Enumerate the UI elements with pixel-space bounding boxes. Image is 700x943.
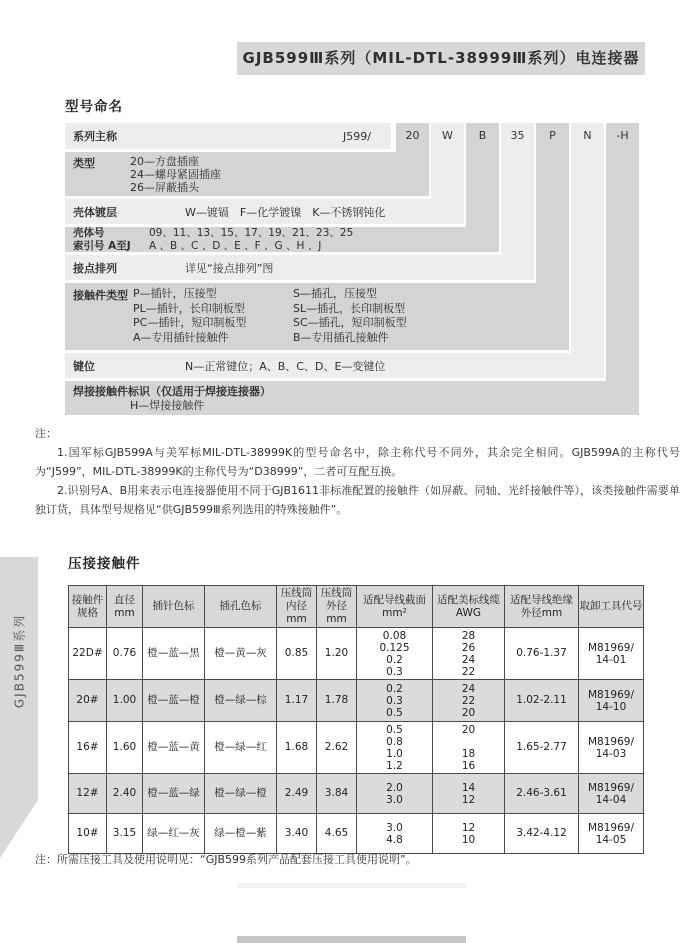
table-cell: 橙—蓝—黑: [143, 628, 205, 680]
type-option: 20—方盘插座: [130, 155, 199, 168]
contact-type-option: SC—插孔，短印制板型: [293, 316, 407, 329]
column-header: 压线筒 内径mm: [277, 586, 317, 628]
table-cell: 2.62: [317, 722, 357, 774]
row-label: 接点排列: [73, 261, 117, 275]
code-strip-shell: B: [466, 123, 499, 252]
table-cell: 1.68: [277, 722, 317, 774]
row-label: 壳体号: [73, 227, 105, 239]
footer-bar-light: [237, 883, 466, 888]
row-label: 索引号 A至J: [73, 239, 131, 252]
crimp-table: [68, 585, 644, 854]
sidebar-series-label: GJB599Ⅲ系列: [12, 613, 27, 709]
diagram-row-shell-number: [65, 227, 499, 252]
column-header: 插针色标: [143, 586, 205, 628]
row-label: 键位: [73, 359, 95, 373]
table-cell: 28 26 24 22: [433, 628, 505, 680]
table-cell: M81969/ 14-01: [579, 628, 644, 680]
table-cell: M81969/ 14-05: [579, 814, 644, 854]
table-cell: 20 18 16: [433, 722, 505, 774]
table-cell: 绿—橙—紫: [205, 814, 277, 854]
table-cell: 0.5 0.8 1.0 1.2: [357, 722, 433, 774]
table-cell: 1.78: [317, 680, 357, 722]
table-cell: 橙—蓝—绿: [143, 774, 205, 814]
section-title-naming: 型号命名: [65, 99, 123, 115]
table-cell: 橙—绿—红: [205, 722, 277, 774]
table-cell: 24 22 20: [433, 680, 505, 722]
column-header: 压线筒 外径mm: [317, 586, 357, 628]
column-header: 适配美标线缆 AWG: [433, 586, 505, 628]
table-cell: 2.40: [107, 774, 143, 814]
column-header: 直径mm: [107, 586, 143, 628]
contact-type-option: PC—插针，短印制板型: [133, 316, 247, 329]
table-cell: 3.15: [107, 814, 143, 854]
naming-notes: [35, 424, 680, 519]
table-cell: 2.0 3.0: [357, 774, 433, 814]
column-header: 适配导线绝缘 外径mm: [505, 586, 579, 628]
shell-numbers: 09、11、13、15、17、19、21、23、25: [149, 227, 354, 239]
table-cell: 3.42-4.12: [505, 814, 579, 854]
table-cell: 0.2 0.3 0.5: [357, 680, 433, 722]
table-cell: 1.65-2.77: [505, 722, 579, 774]
diagram-row-type: [65, 152, 429, 196]
code-strip-type: 20: [396, 123, 429, 196]
table-cell: 橙—蓝—橙: [143, 680, 205, 722]
table-cell: 橙—绿—橙: [205, 774, 277, 814]
table-cell: 22D#: [69, 628, 107, 680]
key-options: N—正常键位；A、B、C、D、E—变键位: [185, 359, 386, 373]
table-cell: 12 10: [433, 814, 505, 854]
solder-mark-option: H—焊接接触件: [130, 399, 205, 412]
series-sidebar-tab: [0, 557, 38, 858]
table-row: [69, 814, 644, 854]
table-cell: M81969/ 14-03: [579, 722, 644, 774]
table-cell: 0.08 0.125 0.2 0.3: [357, 628, 433, 680]
sidebar-tab-corner: [0, 800, 38, 858]
type-option: 24—螺母紧固插座: [130, 168, 221, 181]
table-cell: 14 12: [433, 774, 505, 814]
row-label: 系列主称: [73, 130, 117, 143]
table-cell: 3.0 4.8: [357, 814, 433, 854]
table-cell: 20#: [69, 680, 107, 722]
notes-prefix: 注：: [35, 427, 57, 440]
table-cell: 0.85: [277, 628, 317, 680]
column-header: 适配导线截面 mm²: [357, 586, 433, 628]
table-cell: 1.00: [107, 680, 143, 722]
table-cell: 橙—黄—灰: [205, 628, 277, 680]
column-header: 取卸工具代号: [579, 586, 644, 628]
table-cell: 1.17: [277, 680, 317, 722]
table-cell: M81969/ 14-04: [579, 774, 644, 814]
diagram-row-key: [65, 353, 604, 378]
contact-type-option: SL—插孔，长印制板型: [293, 301, 406, 315]
table-cell: M81969/ 14-10: [579, 680, 644, 722]
section-title-crimp: 压接接触件: [68, 556, 141, 572]
row-label: 类型: [73, 157, 95, 170]
crimp-note: 注：所需压接工具及使用说明见：“GJB599系列产品配套压接工具使用说明”。: [35, 853, 417, 866]
table-cell: 3.84: [317, 774, 357, 814]
code-strip-plating: W: [431, 123, 464, 224]
code-strip-insert: 35: [501, 123, 534, 280]
table-cell: 2.46-3.61: [505, 774, 579, 814]
table-row: [69, 774, 644, 814]
table-cell: 橙—绿—棕: [205, 680, 277, 722]
table-cell: 2.49: [277, 774, 317, 814]
row-label: 接触件类型: [73, 289, 128, 302]
table-cell: 0.76-1.37: [505, 628, 579, 680]
index-letters: A 、B 、C 、D 、E 、F 、G 、H 、J: [149, 239, 322, 252]
code-strip-contact: P: [536, 123, 569, 350]
diagram-row-plating: [65, 199, 464, 224]
column-header: 接触件 规格: [69, 586, 107, 628]
code-strip-solder: -H: [606, 123, 639, 415]
arrangement-note: 详见“接点排列”图: [185, 261, 274, 275]
table-cell: 1.02-2.11: [505, 680, 579, 722]
row-label: 壳体镀层: [73, 205, 117, 219]
model-naming-diagram: [65, 123, 642, 415]
table-cell: 12#: [69, 774, 107, 814]
table-cell: 16#: [69, 722, 107, 774]
table-row: [69, 680, 644, 722]
table-cell: 10#: [69, 814, 107, 854]
diagram-row-arrangement: [65, 255, 534, 280]
plating-options: W—镀镉 F—化学镀镍 K—不锈钢钝化: [185, 205, 386, 219]
table-cell: 绿—红—灰: [143, 814, 205, 854]
note-item-1: 1.国军标GJB599A与美军标MIL-DTL-38999K的型号命名中，除主称代号不同外，其余完全相同。GJB599A的主称代号为“J599”，MIL-DTL-38999K的主称代号为“D38999”，二者可互配互换。: [35, 446, 680, 478]
table-row: [69, 722, 644, 774]
page-header-title: GJB599Ⅲ系列（MIL-DTL-38999Ⅲ系列）电连接器: [237, 42, 645, 75]
contact-type-option: S—插孔，压接型: [293, 287, 377, 300]
table-row: [69, 628, 644, 680]
row-label: 焊接接触件标识（仅适用于焊接连接器）: [73, 385, 271, 398]
table-cell: 橙—蓝—黄: [143, 722, 205, 774]
diagram-row-contact-type: [65, 283, 569, 350]
contact-type-option: P—插针，压接型: [133, 287, 217, 300]
series-code-prefix: J599/: [343, 129, 371, 143]
footer-bar-dark: [237, 936, 466, 943]
table-cell: 3.40: [277, 814, 317, 854]
table-cell: 4.65: [317, 814, 357, 854]
table-cell: 1.60: [107, 722, 143, 774]
contact-type-option: PL—插针，长印制板型: [133, 301, 245, 315]
table-cell: 0.76: [107, 628, 143, 680]
column-header: 插孔色标: [205, 586, 277, 628]
contact-type-option: A—专用插针接触件: [133, 330, 229, 344]
diagram-row-solder-mark: [65, 381, 639, 415]
contact-type-option: B—专用插孔接触件: [293, 330, 389, 344]
type-option: 26—屏蔽插头: [130, 181, 199, 194]
table-cell: 1.20: [317, 628, 357, 680]
code-strip-key: N: [571, 123, 604, 378]
diagram-row-series: [65, 123, 391, 149]
note-item-2: 2.识别号A、B用来表示电连接器使用不同于GJB1611非标准配置的接触件（如屏蔽、同轴、光纤接触件等），该类接触件需要单独订货，具体型号规格见“供GJB599Ⅲ系列选用的特殊接触件”。: [35, 484, 680, 516]
